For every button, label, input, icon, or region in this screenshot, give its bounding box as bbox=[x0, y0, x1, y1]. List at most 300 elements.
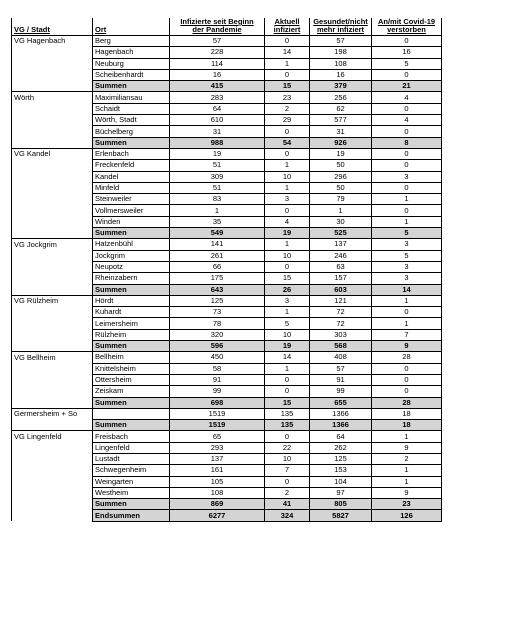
cell-ort: Summen bbox=[93, 284, 170, 295]
cell-aktuell: 41 bbox=[265, 499, 310, 510]
cell-ort: Summen bbox=[93, 228, 170, 239]
cell-verstorben: 1 bbox=[372, 318, 442, 329]
table-row bbox=[12, 273, 442, 284]
cell-vg bbox=[12, 182, 93, 193]
cell-verstorben: 16 bbox=[372, 47, 442, 58]
cell-infiziert: 51 bbox=[170, 182, 265, 193]
cell-gesundet: 256 bbox=[310, 92, 372, 103]
table-row bbox=[12, 307, 442, 318]
cell-vg bbox=[12, 307, 93, 318]
cell-gesundet: 1366 bbox=[310, 408, 372, 419]
cell-aktuell: 19 bbox=[265, 341, 310, 352]
cell-vg: VG Hagenbach bbox=[12, 36, 93, 47]
cell-infiziert: 6277 bbox=[170, 510, 265, 521]
cell-infiziert: 228 bbox=[170, 47, 265, 58]
cell-vg bbox=[12, 228, 93, 239]
cell-ort: Bellheim bbox=[93, 352, 170, 363]
cell-gesundet: 104 bbox=[310, 476, 372, 487]
cell-vg bbox=[12, 329, 93, 340]
cell-ort: Schwegenheim bbox=[93, 465, 170, 476]
cell-aktuell: 1 bbox=[265, 58, 310, 69]
cell-vg bbox=[12, 499, 93, 510]
cell-vg bbox=[12, 465, 93, 476]
cell-verstorben: 0 bbox=[372, 160, 442, 171]
cell-aktuell: 5 bbox=[265, 318, 310, 329]
cell-verstorben: 14 bbox=[372, 284, 442, 295]
cell-gesundet: 16 bbox=[310, 69, 372, 80]
cell-ort: Westheim bbox=[93, 487, 170, 498]
cell-ort: Lingenfeld bbox=[93, 442, 170, 453]
cell-infiziert: 1 bbox=[170, 205, 265, 216]
cell-ort: Steinweiler bbox=[93, 194, 170, 205]
cell-ort: Rülzheim bbox=[93, 329, 170, 340]
cell-ort: Maximiliansau bbox=[93, 92, 170, 103]
table-row bbox=[12, 329, 442, 340]
cell-aktuell: 15 bbox=[265, 397, 310, 408]
cell-infiziert: 114 bbox=[170, 58, 265, 69]
cell-aktuell: 29 bbox=[265, 115, 310, 126]
cell-gesundet: 1 bbox=[310, 205, 372, 216]
cell-gesundet: 5827 bbox=[310, 510, 372, 521]
cell-verstorben: 21 bbox=[372, 81, 442, 92]
cell-aktuell: 0 bbox=[265, 386, 310, 397]
cell-gesundet: 926 bbox=[310, 137, 372, 148]
cell-aktuell: 15 bbox=[265, 273, 310, 284]
cell-vg bbox=[12, 69, 93, 80]
cell-gesundet: 577 bbox=[310, 115, 372, 126]
cell-infiziert: 31 bbox=[170, 126, 265, 137]
cell-verstorben: 3 bbox=[372, 273, 442, 284]
cell-ort: Zeiskam bbox=[93, 386, 170, 397]
cell-aktuell: 1 bbox=[265, 160, 310, 171]
cell-aktuell: 0 bbox=[265, 126, 310, 137]
cell-verstorben: 5 bbox=[372, 58, 442, 69]
cell-verstorben: 18 bbox=[372, 408, 442, 419]
cell-infiziert: 1519 bbox=[170, 420, 265, 431]
cell-ort: Summen bbox=[93, 397, 170, 408]
table-row bbox=[12, 92, 442, 103]
cell-verstorben: 0 bbox=[372, 103, 442, 114]
cell-ort: Neupotz bbox=[93, 261, 170, 272]
cell-aktuell: 15 bbox=[265, 81, 310, 92]
cell-vg bbox=[12, 126, 93, 137]
cell-gesundet: 603 bbox=[310, 284, 372, 295]
table-row bbox=[12, 476, 442, 487]
cell-vg bbox=[12, 58, 93, 69]
cell-infiziert: 261 bbox=[170, 250, 265, 261]
cell-vg bbox=[12, 510, 93, 521]
cell-gesundet: 30 bbox=[310, 216, 372, 227]
cell-ort: Leimersheim bbox=[93, 318, 170, 329]
cell-ort: Vollmersweiler bbox=[93, 205, 170, 216]
table-row bbox=[12, 58, 442, 69]
cell-infiziert: 596 bbox=[170, 341, 265, 352]
cell-verstorben: 4 bbox=[372, 92, 442, 103]
table-row bbox=[12, 126, 442, 137]
cell-gesundet: 125 bbox=[310, 453, 372, 464]
cell-vg bbox=[12, 250, 93, 261]
cell-verstorben: 7 bbox=[372, 329, 442, 340]
cell-infiziert: 141 bbox=[170, 239, 265, 250]
cell-verstorben: 0 bbox=[372, 363, 442, 374]
header-verstorben: An/mit Covid-19 verstorben bbox=[372, 18, 442, 36]
cell-ort: Schaidt bbox=[93, 103, 170, 114]
cell-aktuell: 135 bbox=[265, 408, 310, 419]
table-row bbox=[12, 487, 442, 498]
header-vg-stadt: VG / Stadt bbox=[12, 18, 93, 36]
cell-infiziert: 51 bbox=[170, 160, 265, 171]
cell-vg bbox=[12, 374, 93, 385]
cell-vg bbox=[12, 115, 93, 126]
cell-aktuell: 54 bbox=[265, 137, 310, 148]
cell-ort: Winden bbox=[93, 216, 170, 227]
cell-verstorben: 4 bbox=[372, 115, 442, 126]
cell-aktuell: 2 bbox=[265, 487, 310, 498]
cell-vg bbox=[12, 476, 93, 487]
table-row bbox=[12, 148, 442, 159]
cell-infiziert: 58 bbox=[170, 363, 265, 374]
cell-infiziert: 1519 bbox=[170, 408, 265, 419]
cell-infiziert: 610 bbox=[170, 115, 265, 126]
cell-infiziert: 698 bbox=[170, 397, 265, 408]
cell-ort: Lustadt bbox=[93, 453, 170, 464]
cell-infiziert: 19 bbox=[170, 148, 265, 159]
cell-aktuell: 0 bbox=[265, 148, 310, 159]
table-body bbox=[12, 36, 442, 522]
cell-infiziert: 988 bbox=[170, 137, 265, 148]
table-row bbox=[12, 465, 442, 476]
table-row bbox=[12, 115, 442, 126]
cell-gesundet: 108 bbox=[310, 58, 372, 69]
cell-ort: Knittelsheim bbox=[93, 363, 170, 374]
cell-verstorben: 1 bbox=[372, 216, 442, 227]
cell-aktuell: 4 bbox=[265, 216, 310, 227]
cell-gesundet: 62 bbox=[310, 103, 372, 114]
cell-vg bbox=[12, 47, 93, 58]
cell-verstorben: 0 bbox=[372, 182, 442, 193]
cell-gesundet: 99 bbox=[310, 386, 372, 397]
cell-vg bbox=[12, 137, 93, 148]
cell-vg bbox=[12, 261, 93, 272]
cell-verstorben: 23 bbox=[372, 499, 442, 510]
cell-vg: VG Rülzheim bbox=[12, 295, 93, 306]
cell-ort: Weingarten bbox=[93, 476, 170, 487]
cell-gesundet: 525 bbox=[310, 228, 372, 239]
cell-vg: VG Bellheim bbox=[12, 352, 93, 363]
cell-infiziert: 293 bbox=[170, 442, 265, 453]
cell-infiziert: 137 bbox=[170, 453, 265, 464]
cell-verstorben: 2 bbox=[372, 453, 442, 464]
cell-verstorben: 126 bbox=[372, 510, 442, 521]
cell-vg bbox=[12, 103, 93, 114]
cell-verstorben: 3 bbox=[372, 239, 442, 250]
cell-gesundet: 246 bbox=[310, 250, 372, 261]
table-row bbox=[12, 295, 442, 306]
cell-verstorben: 18 bbox=[372, 420, 442, 431]
cell-infiziert: 57 bbox=[170, 36, 265, 47]
cell-ort: Kandel bbox=[93, 171, 170, 182]
cell-ort: Minfeld bbox=[93, 182, 170, 193]
cell-infiziert: 64 bbox=[170, 103, 265, 114]
table-row bbox=[12, 442, 442, 453]
cell-vg bbox=[12, 420, 93, 431]
table-row bbox=[12, 194, 442, 205]
table-row bbox=[12, 261, 442, 272]
cell-vg bbox=[12, 171, 93, 182]
cell-verstorben: 9 bbox=[372, 341, 442, 352]
cell-aktuell: 0 bbox=[265, 374, 310, 385]
cell-aktuell: 10 bbox=[265, 171, 310, 182]
table-row bbox=[12, 216, 442, 227]
cell-aktuell: 7 bbox=[265, 465, 310, 476]
cell-verstorben: 1 bbox=[372, 295, 442, 306]
table-row bbox=[12, 182, 442, 193]
sum-row bbox=[12, 420, 442, 431]
cell-verstorben: 9 bbox=[372, 442, 442, 453]
cell-aktuell: 10 bbox=[265, 329, 310, 340]
table-row bbox=[12, 205, 442, 216]
cell-vg: VG Jockgrim bbox=[12, 239, 93, 250]
sum-row bbox=[12, 137, 442, 148]
cell-gesundet: 408 bbox=[310, 352, 372, 363]
cell-verstorben: 5 bbox=[372, 250, 442, 261]
cell-gesundet: 121 bbox=[310, 295, 372, 306]
cell-aktuell: 14 bbox=[265, 47, 310, 58]
table-row bbox=[12, 171, 442, 182]
cell-aktuell: 0 bbox=[265, 261, 310, 272]
cell-infiziert: 105 bbox=[170, 476, 265, 487]
cell-aktuell: 1 bbox=[265, 363, 310, 374]
table-row bbox=[12, 453, 442, 464]
sum-row bbox=[12, 228, 442, 239]
cell-infiziert: 161 bbox=[170, 465, 265, 476]
cell-gesundet: 296 bbox=[310, 171, 372, 182]
cell-gesundet: 1366 bbox=[310, 420, 372, 431]
cell-aktuell: 23 bbox=[265, 92, 310, 103]
table-row bbox=[12, 352, 442, 363]
cell-ort: Freckenfeld bbox=[93, 160, 170, 171]
cell-infiziert: 415 bbox=[170, 81, 265, 92]
cell-ort: Berg bbox=[93, 36, 170, 47]
cell-ort: Summen bbox=[93, 420, 170, 431]
cell-infiziert: 66 bbox=[170, 261, 265, 272]
cell-aktuell: 14 bbox=[265, 352, 310, 363]
cell-verstorben: 0 bbox=[372, 205, 442, 216]
cell-verstorben: 8 bbox=[372, 137, 442, 148]
header-infiziert: Infizierte seit Beginn der Pandemie bbox=[170, 18, 265, 36]
cell-vg bbox=[12, 386, 93, 397]
cell-verstorben: 0 bbox=[372, 307, 442, 318]
table-row bbox=[12, 318, 442, 329]
cell-vg bbox=[12, 487, 93, 498]
cell-vg bbox=[12, 284, 93, 295]
cell-ort: Hagenbach bbox=[93, 47, 170, 58]
cell-vg: VG Kandel bbox=[12, 148, 93, 159]
cell-verstorben: 3 bbox=[372, 261, 442, 272]
sum-row bbox=[12, 81, 442, 92]
cell-infiziert: 78 bbox=[170, 318, 265, 329]
cell-aktuell: 0 bbox=[265, 431, 310, 442]
cell-gesundet: 655 bbox=[310, 397, 372, 408]
table-header-row bbox=[12, 18, 442, 36]
table-row bbox=[12, 69, 442, 80]
sum-row bbox=[12, 341, 442, 352]
sum-row bbox=[12, 397, 442, 408]
cell-vg bbox=[12, 81, 93, 92]
cell-infiziert: 83 bbox=[170, 194, 265, 205]
cell-ort: Erlenbach bbox=[93, 148, 170, 159]
cell-ort: Scheibenhardt bbox=[93, 69, 170, 80]
cell-vg bbox=[12, 318, 93, 329]
cell-infiziert: 99 bbox=[170, 386, 265, 397]
cell-infiziert: 175 bbox=[170, 273, 265, 284]
cell-verstorben: 1 bbox=[372, 431, 442, 442]
cell-verstorben: 5 bbox=[372, 228, 442, 239]
covid-statistics-table bbox=[11, 18, 442, 522]
cell-ort: Freisbach bbox=[93, 431, 170, 442]
cell-gesundet: 19 bbox=[310, 148, 372, 159]
cell-vg bbox=[12, 453, 93, 464]
header-aktuell: Aktuell infiziert bbox=[265, 18, 310, 36]
cell-aktuell: 3 bbox=[265, 194, 310, 205]
table-row bbox=[12, 239, 442, 250]
cell-vg bbox=[12, 160, 93, 171]
cell-infiziert: 309 bbox=[170, 171, 265, 182]
cell-gesundet: 91 bbox=[310, 374, 372, 385]
cell-vg bbox=[12, 397, 93, 408]
cell-gesundet: 50 bbox=[310, 182, 372, 193]
cell-infiziert: 283 bbox=[170, 92, 265, 103]
cell-infiziert: 65 bbox=[170, 431, 265, 442]
cell-infiziert: 643 bbox=[170, 284, 265, 295]
cell-aktuell: 324 bbox=[265, 510, 310, 521]
cell-ort: Summen bbox=[93, 341, 170, 352]
cell-verstorben: 28 bbox=[372, 397, 442, 408]
table-row bbox=[12, 431, 442, 442]
cell-aktuell: 0 bbox=[265, 36, 310, 47]
cell-verstorben: 0 bbox=[372, 36, 442, 47]
cell-gesundet: 97 bbox=[310, 487, 372, 498]
cell-infiziert: 320 bbox=[170, 329, 265, 340]
cell-vg: VG Lingenfeld bbox=[12, 431, 93, 442]
cell-gesundet: 72 bbox=[310, 318, 372, 329]
cell-aktuell: 0 bbox=[265, 205, 310, 216]
grand-total-row bbox=[12, 510, 442, 521]
cell-gesundet: 198 bbox=[310, 47, 372, 58]
cell-aktuell: 3 bbox=[265, 295, 310, 306]
cell-ort: Büchelberg bbox=[93, 126, 170, 137]
cell-infiziert: 91 bbox=[170, 374, 265, 385]
cell-vg bbox=[12, 205, 93, 216]
table-row bbox=[12, 250, 442, 261]
cell-gesundet: 57 bbox=[310, 363, 372, 374]
cell-ort: Hatzenbühl bbox=[93, 239, 170, 250]
header-ort: Ort bbox=[93, 18, 170, 36]
table-row bbox=[12, 36, 442, 47]
sum-row bbox=[12, 499, 442, 510]
cell-ort: Endsummen bbox=[93, 510, 170, 521]
cell-verstorben: 1 bbox=[372, 194, 442, 205]
cell-gesundet: 379 bbox=[310, 81, 372, 92]
cell-infiziert: 16 bbox=[170, 69, 265, 80]
cell-verstorben: 0 bbox=[372, 374, 442, 385]
cell-infiziert: 549 bbox=[170, 228, 265, 239]
cell-aktuell: 22 bbox=[265, 442, 310, 453]
cell-vg bbox=[12, 363, 93, 374]
cell-aktuell: 1 bbox=[265, 182, 310, 193]
cell-infiziert: 125 bbox=[170, 295, 265, 306]
cell-verstorben: 28 bbox=[372, 352, 442, 363]
cell-vg: Germersheim + So bbox=[12, 408, 93, 419]
cell-ort: Wörth, Stadt bbox=[93, 115, 170, 126]
cell-infiziert: 108 bbox=[170, 487, 265, 498]
cell-ort bbox=[93, 408, 170, 419]
cell-verstorben: 1 bbox=[372, 476, 442, 487]
cell-verstorben: 0 bbox=[372, 148, 442, 159]
table-row bbox=[12, 386, 442, 397]
table-row bbox=[12, 374, 442, 385]
cell-verstorben: 1 bbox=[372, 465, 442, 476]
table-row bbox=[12, 103, 442, 114]
table-row bbox=[12, 363, 442, 374]
cell-gesundet: 72 bbox=[310, 307, 372, 318]
cell-ort: Jockgrim bbox=[93, 250, 170, 261]
cell-ort: Summen bbox=[93, 81, 170, 92]
cell-gesundet: 137 bbox=[310, 239, 372, 250]
cell-vg bbox=[12, 442, 93, 453]
cell-ort: Ottersheim bbox=[93, 374, 170, 385]
cell-vg bbox=[12, 273, 93, 284]
cell-gesundet: 805 bbox=[310, 499, 372, 510]
cell-aktuell: 1 bbox=[265, 239, 310, 250]
cell-infiziert: 450 bbox=[170, 352, 265, 363]
cell-ort: Kuhardt bbox=[93, 307, 170, 318]
cell-gesundet: 31 bbox=[310, 126, 372, 137]
cell-gesundet: 303 bbox=[310, 329, 372, 340]
cell-aktuell: 26 bbox=[265, 284, 310, 295]
cell-infiziert: 869 bbox=[170, 499, 265, 510]
cell-gesundet: 57 bbox=[310, 36, 372, 47]
cell-aktuell: 10 bbox=[265, 453, 310, 464]
cell-aktuell: 135 bbox=[265, 420, 310, 431]
cell-ort: Summen bbox=[93, 137, 170, 148]
table-row bbox=[12, 408, 442, 419]
cell-ort: Neuburg bbox=[93, 58, 170, 69]
cell-gesundet: 157 bbox=[310, 273, 372, 284]
cell-aktuell: 0 bbox=[265, 69, 310, 80]
cell-infiziert: 35 bbox=[170, 216, 265, 227]
covid-table-container bbox=[11, 18, 442, 522]
cell-gesundet: 64 bbox=[310, 431, 372, 442]
cell-vg bbox=[12, 194, 93, 205]
cell-vg: Wörth bbox=[12, 92, 93, 103]
table-row bbox=[12, 160, 442, 171]
cell-verstorben: 9 bbox=[372, 487, 442, 498]
cell-infiziert: 73 bbox=[170, 307, 265, 318]
cell-vg bbox=[12, 216, 93, 227]
cell-vg bbox=[12, 341, 93, 352]
cell-verstorben: 0 bbox=[372, 69, 442, 80]
cell-aktuell: 2 bbox=[265, 103, 310, 114]
cell-aktuell: 1 bbox=[265, 307, 310, 318]
cell-verstorben: 0 bbox=[372, 386, 442, 397]
cell-gesundet: 262 bbox=[310, 442, 372, 453]
cell-ort: Summen bbox=[93, 499, 170, 510]
cell-gesundet: 568 bbox=[310, 341, 372, 352]
table-row bbox=[12, 47, 442, 58]
cell-gesundet: 153 bbox=[310, 465, 372, 476]
cell-gesundet: 63 bbox=[310, 261, 372, 272]
